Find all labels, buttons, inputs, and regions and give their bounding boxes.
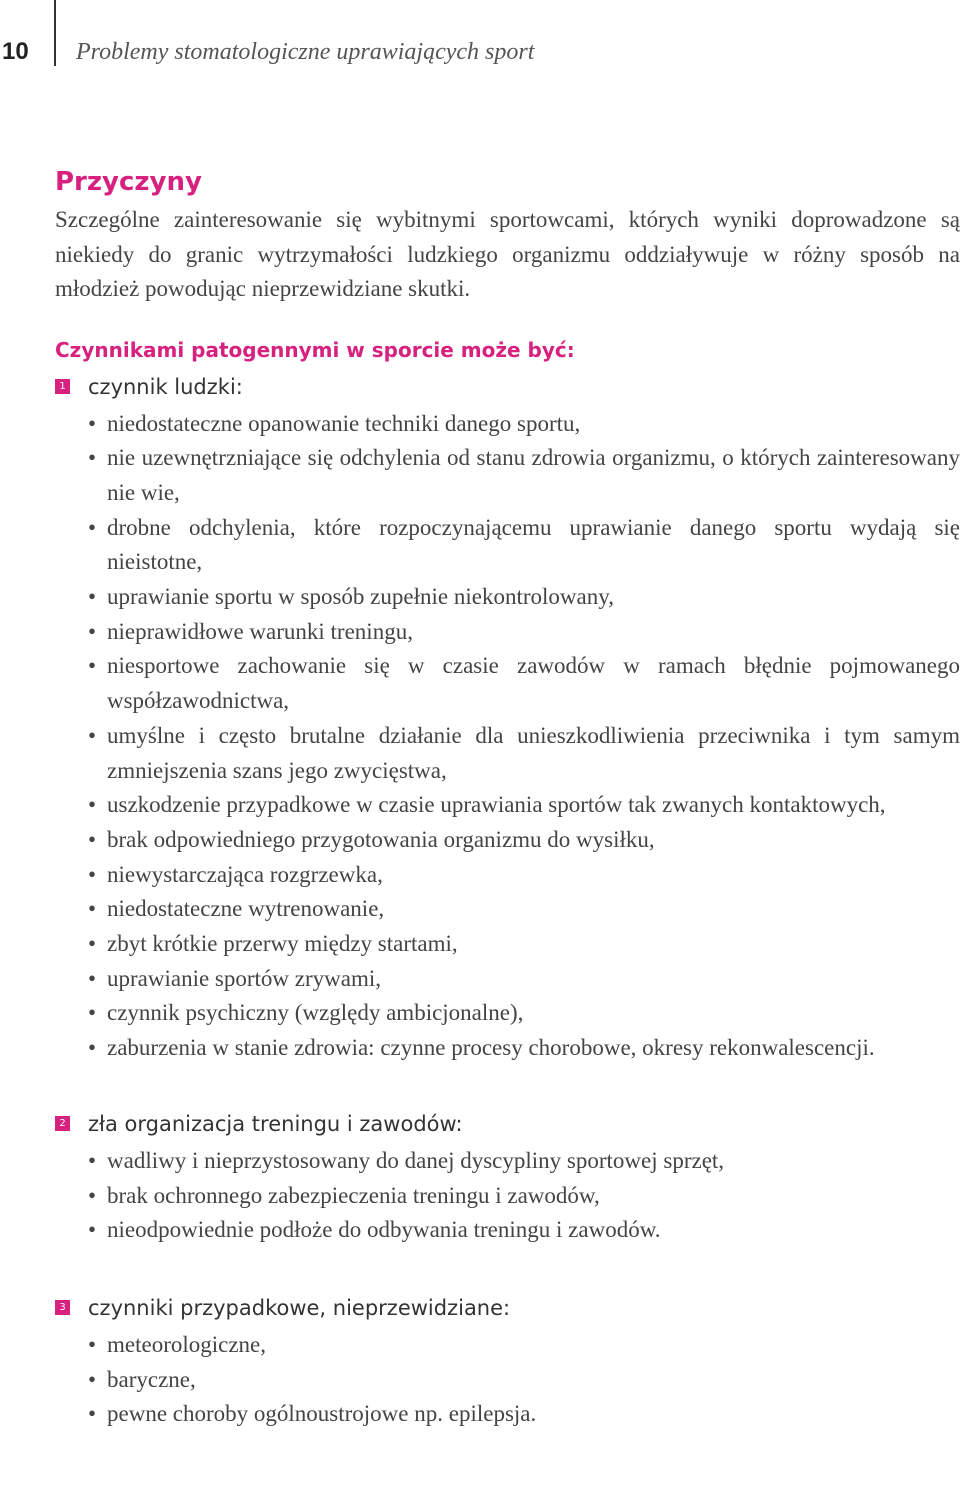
factor-accidental — [55, 1292, 960, 1432]
list-item: • nieodpowiednie podłoże do odbywania treningu i zawodów. — [55, 1213, 960, 1248]
factor-heading — [55, 371, 960, 403]
number-badge: 2 — [55, 1116, 70, 1131]
running-title: Problemy stomatologiczne uprawiających sport — [76, 39, 535, 65]
list-item: • pewne choroby ogólnoustrojowe np. epilepsja. — [55, 1397, 960, 1432]
list-item: • drobne odchylenia, które rozpoczynającemu uprawianie danego sportu wydają się nieistotne, — [55, 511, 960, 580]
section-title: Przyczyny — [55, 167, 202, 197]
header-divider — [54, 0, 56, 66]
list-item: • niesportowe zachowanie się w czasie zawodów w ramach błędnie pojmowanego współzawodnictwa, — [55, 649, 960, 718]
factor-title: czynniki przypadkowe, nieprzewidziane: — [88, 1295, 511, 1320]
list-item: • nie uzewnętrzniające się odchylenia od stanu zdrowia organizmu, o których zainteresowany nie wie, — [55, 441, 960, 510]
bullet-list — [55, 1328, 960, 1432]
intro-paragraph: Szczególne zainteresowanie się wybitnymi sportowcami, których wyniki doprowadzone są niekiedy do granic wytrzymałości ludzkiego organizmu oddziaływuje w różny sposób na młodzież powodując nieprzewidziane skutki. — [55, 207, 960, 301]
main-content — [55, 165, 960, 1432]
list-item: • zbyt krótkie przerwy między startami, — [55, 927, 960, 962]
number-badge: 3 — [55, 1300, 70, 1315]
list-item: • meteorologiczne, — [55, 1328, 960, 1363]
list-item: • brak ochronnego zabezpieczenia treningu i zawodów, — [55, 1179, 960, 1214]
factor-human — [55, 371, 960, 1066]
factor-heading — [55, 1292, 960, 1324]
list-item: • baryczne, — [55, 1363, 960, 1398]
factor-heading — [55, 1108, 960, 1140]
list-item: • zaburzenia w stanie zdrowia: czynne procesy chorobowe, okresy rekonwalescencji. — [55, 1031, 960, 1066]
list-item: • wadliwy i nieprzystosowany do danej dyscypliny sportowej sprzęt, — [55, 1144, 960, 1179]
pathogenic-factors-heading: Czynnikami patogennymi w sporcie może być: — [55, 337, 575, 362]
factor-organization — [55, 1108, 960, 1248]
list-item: • nieprawidłowe warunki treningu, — [55, 615, 960, 650]
number-badge: 1 — [55, 379, 70, 394]
list-item: • umyślne i często brutalne działanie dla unieszkodliwienia przeciwnika i tym samym zmniejszenia szans jego zwycięstwa, — [55, 719, 960, 788]
list-item: • niedostateczne opanowanie techniki danego sportu, — [55, 407, 960, 442]
bullet-list — [55, 407, 960, 1066]
list-item: • brak odpowiedniego przygotowania organizmu do wysiłku, — [55, 823, 960, 858]
page-header — [0, 0, 960, 80]
list-item: • czynnik psychiczny (względy ambicjonalne), — [55, 996, 960, 1031]
list-item: • niewystarczająca rozgrzewka, — [55, 858, 960, 893]
factor-title: czynnik ludzki: — [88, 374, 243, 399]
list-item: • uprawianie sportów zrywami, — [55, 962, 960, 997]
list-item: • uszkodzenie przypadkowe w czasie uprawiania sportów tak zwanych kontaktowych, — [55, 788, 960, 823]
list-item: • uprawianie sportu w sposób zupełnie niekontrolowany, — [55, 580, 960, 615]
factor-title: zła organizacja treningu i zawodów: — [88, 1111, 463, 1136]
list-item: • niedostateczne wytrenowanie, — [55, 892, 960, 927]
page-number: 10 — [2, 38, 29, 65]
bullet-list — [55, 1144, 960, 1248]
